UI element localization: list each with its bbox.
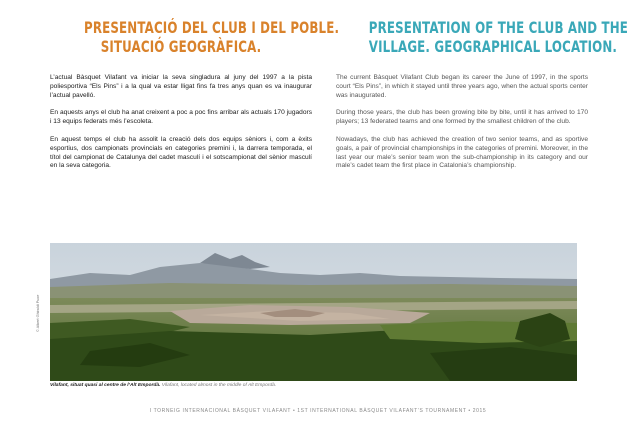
english-body [336,74,588,171]
landscape-photo [50,243,577,381]
photo-caption [50,383,276,388]
photo-credit: © Albert Ghiraldi Puxe [36,294,40,332]
caption-catalan: Vilafant, situat quasi al centre de l’Alt Empordà. [50,383,161,388]
english-column [336,18,629,180]
catalan-paragraph-3: En aquest temps el club ha assolit la creació dels dos equips sèniors i, com a èxits esportius, dos campionats provincials en categories premini i, la darrera temporada, el títol del campionat de Catalunya del cadet masculí i el sotscampionat del sènior masculí en la seva categoria. [50,135,312,170]
caption-english: Vilafant, located almost in the middle of Alt Empordà. [161,383,277,388]
english-paragraph-1: The current Bàsquet Vilafant Club began its career the June of 1997, in the sports court “Els Pins”, in which it stayed until three years ago, when the actual sports center was inaugurated. [336,74,588,99]
english-title-line-2: VILLAGE. GEOGRAPHICAL LOCATION. [368,37,618,56]
catalan-body [50,74,312,171]
english-paragraph-3: Nowadays, the club has achieved the creation of two senior teams, and as sportive goals, a pair of provincial championships in the categories of premini. Moreover, in the last year our male’s senior team won the sub-championship in its category and our male’s cadet team the first place in Catalonia’s championship. [336,135,588,170]
catalan-title [84,18,340,56]
catalan-column [50,18,340,180]
catalan-title-line-1: PRESENTACIÓ DEL CLUB I DEL POBLE. [84,18,340,37]
page-footer: I TORNEIG INTERNACIONAL BÀSQUET VILAFANT • 1ST INTERNATIONAL BÀSQUET VILAFANT’S TOURNAMENT • 2015 [149,408,487,414]
english-title [368,18,629,56]
catalan-title-line-2: SITUACIÓ GEOGRÀFICA. [100,37,262,56]
catalan-paragraph-2: En aquests anys el club ha anat creixent a poc a poc fins arribar als actuals 170 jugadors i 13 equips federats més l’escoleta. [50,109,312,126]
english-title-line-1: PRESENTATION OF THE CLUB AND THE [368,18,629,37]
landscape-illustration [50,243,577,381]
catalan-paragraph-1: L’actual Bàsquet Vilafant va iniciar la seva singladura al juny del 1997 a la pista poliesportiva “Els Pins” i a la qual va estar lligat fins fa tres anys quan es va inaugurar l’actual pavelló. [50,74,312,99]
english-paragraph-2: During those years, the club has been growing bite by bite, until it has arrived to 170 players; 13 federated teams and one formed by the smallest children of the club. [336,109,588,126]
